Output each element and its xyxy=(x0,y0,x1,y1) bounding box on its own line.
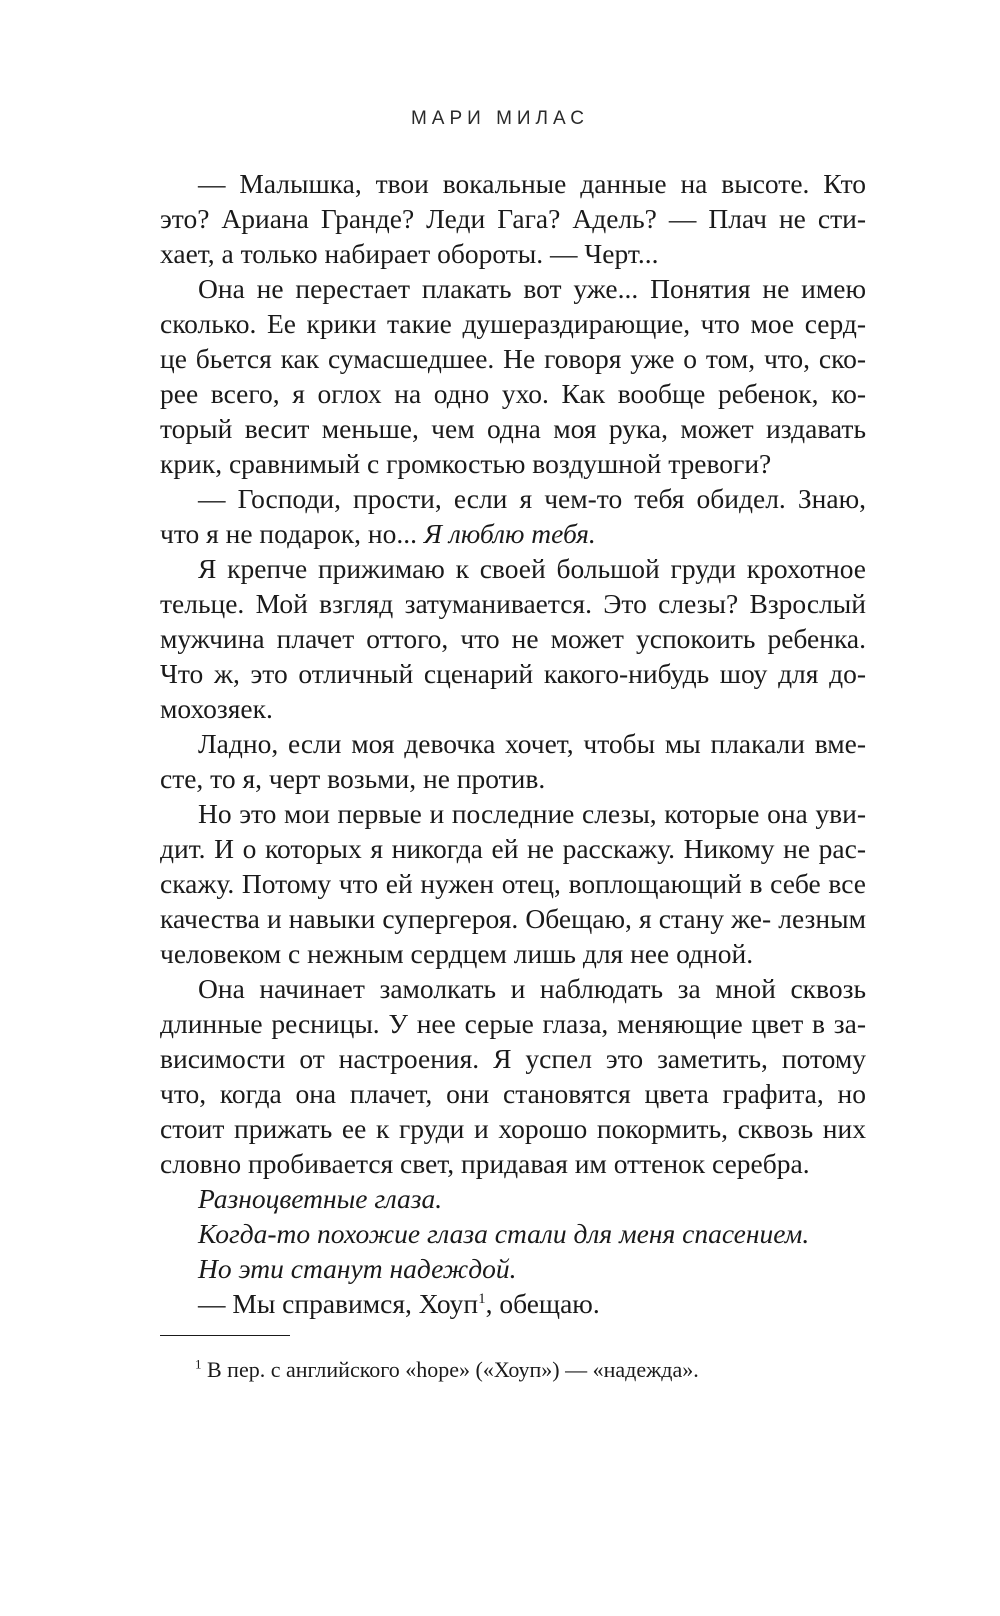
paragraph-5: Ладно, если моя девочка хочет, чтобы мы плакали вме- сте, то я, черт возьми, не против. xyxy=(160,728,866,794)
footnote-text: В пер. с английского «hope» («Хоуп») — «надежда». xyxy=(201,1357,699,1382)
italic-line-3: Но эти станут надеждой. xyxy=(198,1253,517,1284)
body-text xyxy=(160,166,866,1321)
paragraph-2: Она не перестает плакать вот уже... Понятия не имею сколько. Ее крики такие душераздирающие, что мое серд- це бьется как сумасшедшее. Не говоря уже о том, что, ско- рее всего, я оглох на одно ухо. Как вообще ребенок, ко- торый весит меньше, чем одна моя рука, может издавать крик, сравнимый с громкостью воздушной тревоги? xyxy=(160,273,866,479)
paragraph-3: — Господи, прости, если я чем-то тебя обидел. Знаю, что я не подарок, но... Я люблю тебя. xyxy=(160,483,866,549)
closing-line: — Мы справимся, Хоуп$^1$, обещаю. xyxy=(198,1288,600,1319)
footnote-divider xyxy=(160,1335,290,1336)
paragraph-1: — Малышка, твои вокальные данные на высоте. Кто это? Ариана Гранде? Леди Гага? Адель? — Плач не сти- хает, а только набирает обороты. — Черт... xyxy=(160,168,866,269)
footnote-marker: 1 xyxy=(195,1356,202,1372)
italic-line-2: Когда-то похожие глаза стали для меня спасением. xyxy=(198,1218,810,1249)
footnote xyxy=(195,1356,875,1384)
paragraph-4: Я крепче прижимаю к своей большой груди крохотное тельце. Мой взгляд затуманивается. Это слезы? Взрослый мужчина плачет оттого, что не может успокоить ребенка. Что ж, это отличный сценарий какого-нибудь шоу для до- мохозяек. xyxy=(160,553,866,724)
italic-phrase: Я люблю тебя. xyxy=(423,518,596,549)
footnote-ref[interactable]: 1 xyxy=(478,1290,486,1307)
italic-line-1: Разноцветные глаза. xyxy=(198,1183,443,1214)
paragraph-7: Она начинает замолкать и наблюдать за мной сквозь длинные ресницы. У нее серые глаза, меняющие цвет в за- висимости от настроения. Я успел это заметить, потому что, когда она плачет, они становятся цвета графита, но стоит прижать ее к груди и хорошо покормить, сквозь них словно пробивается свет, придавая им оттенок серебра. xyxy=(160,973,866,1179)
paragraph-6: Но это мои первые и последние слезы, которые она уви- дит. И о которых я никогда ей не расскажу. Никому не рас- скажу. Потому что ей нужен отец, воплощающий в себе все качества и навыки супергероя. Обещаю, я стану же- лезным человеком с нежным сердцем лишь для нее одной. xyxy=(160,798,866,969)
running-head-author: МАРИ МИЛАС xyxy=(410,108,590,129)
